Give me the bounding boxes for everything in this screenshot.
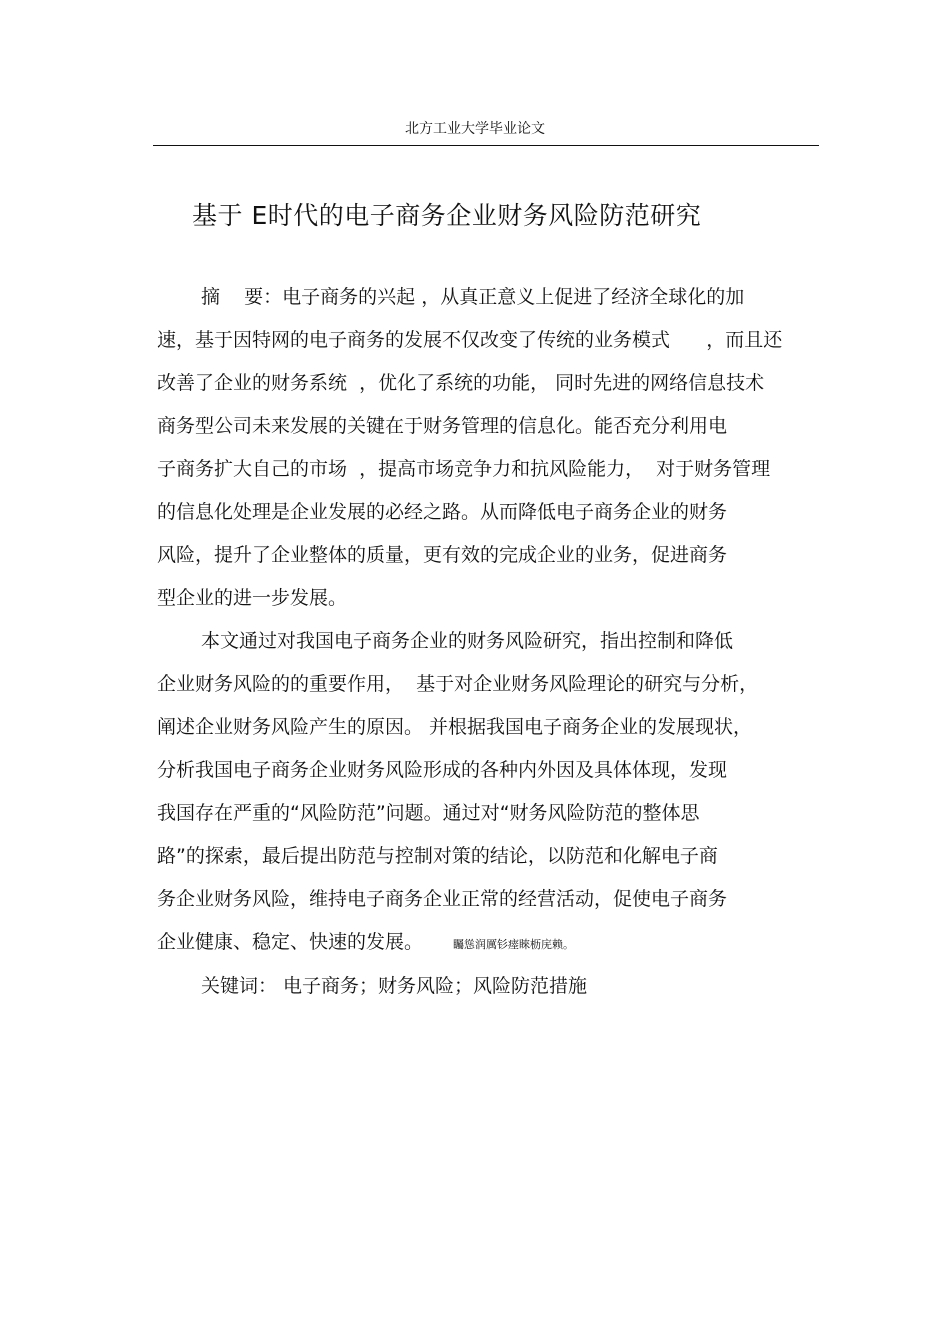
abstract-line: 的信息化处理是企业发展的必经之路。从而降低电子商务企业的财务 [157,501,728,523]
abstract-line: 型企业的进一步发展。 [157,587,348,609]
abstract-line: 子商务扩大自己的市场 ，提高市场竞争力和抗风险能力， 对于财务管理 [157,458,771,480]
header-rule [153,145,819,146]
body-line: 分析我国电子商务企业财务风险形成的各种内外因及具体体现，发现 [157,759,728,781]
abstract-line: 商务型公司未来发展的关键在于财务管理的信息化。能否充分利用电 [157,415,728,437]
body-line: 企业财务风险的的重要作用， 基于对企业财务风险理论的研究与分析， [157,673,759,695]
abstract-line: 摘 要：电子商务的兴起 ，从真正意义上促进了经济全球化的加 [201,286,745,308]
abstract-line: 风险，提升了企业整体的质量，更有效的完成企业的业务，促进商务 [157,544,728,566]
keywords: 关键词： 电子商务；财务风险；风险防范措施 [201,975,588,997]
body-line-last [157,929,574,958]
trailing-note: 矚慫润厲钐瘗睞枥庑赖。 [453,938,575,951]
body-line: 我国存在严重的“风险防范”问题。通过对“财务风险防范的整体思 [157,802,700,824]
paper-title: 基于 E时代的电子商务企业财务风险防范研究 [192,201,702,230]
body-line: 路”的探索，最后提出防范与控制对策的结论，以防范和化解电子商 [157,845,718,867]
body-line-text: 企业健康、稳定、快速的发展。 [157,931,424,953]
body-line: 阐述企业财务风险产生的原因。 并根据我国电子商务企业的发展现状， [157,716,753,738]
body-line: 本文通过对我国电子商务企业的财务风险研究，指出控制和降低 [201,630,734,652]
running-header: 北方工业大学毕业论文 [405,121,545,137]
abstract-line: 改善了企业的财务系统 ，优化了系统的功能， 同时先进的网络信息技术 [157,372,765,394]
body-line: 务企业财务风险，维持电子商务企业正常的经营活动，促使电子商务 [157,888,728,910]
abstract-line: 速，基于因特网的电子商务的发展不仅改变了传统的业务模式 ，而且还 [157,329,783,351]
